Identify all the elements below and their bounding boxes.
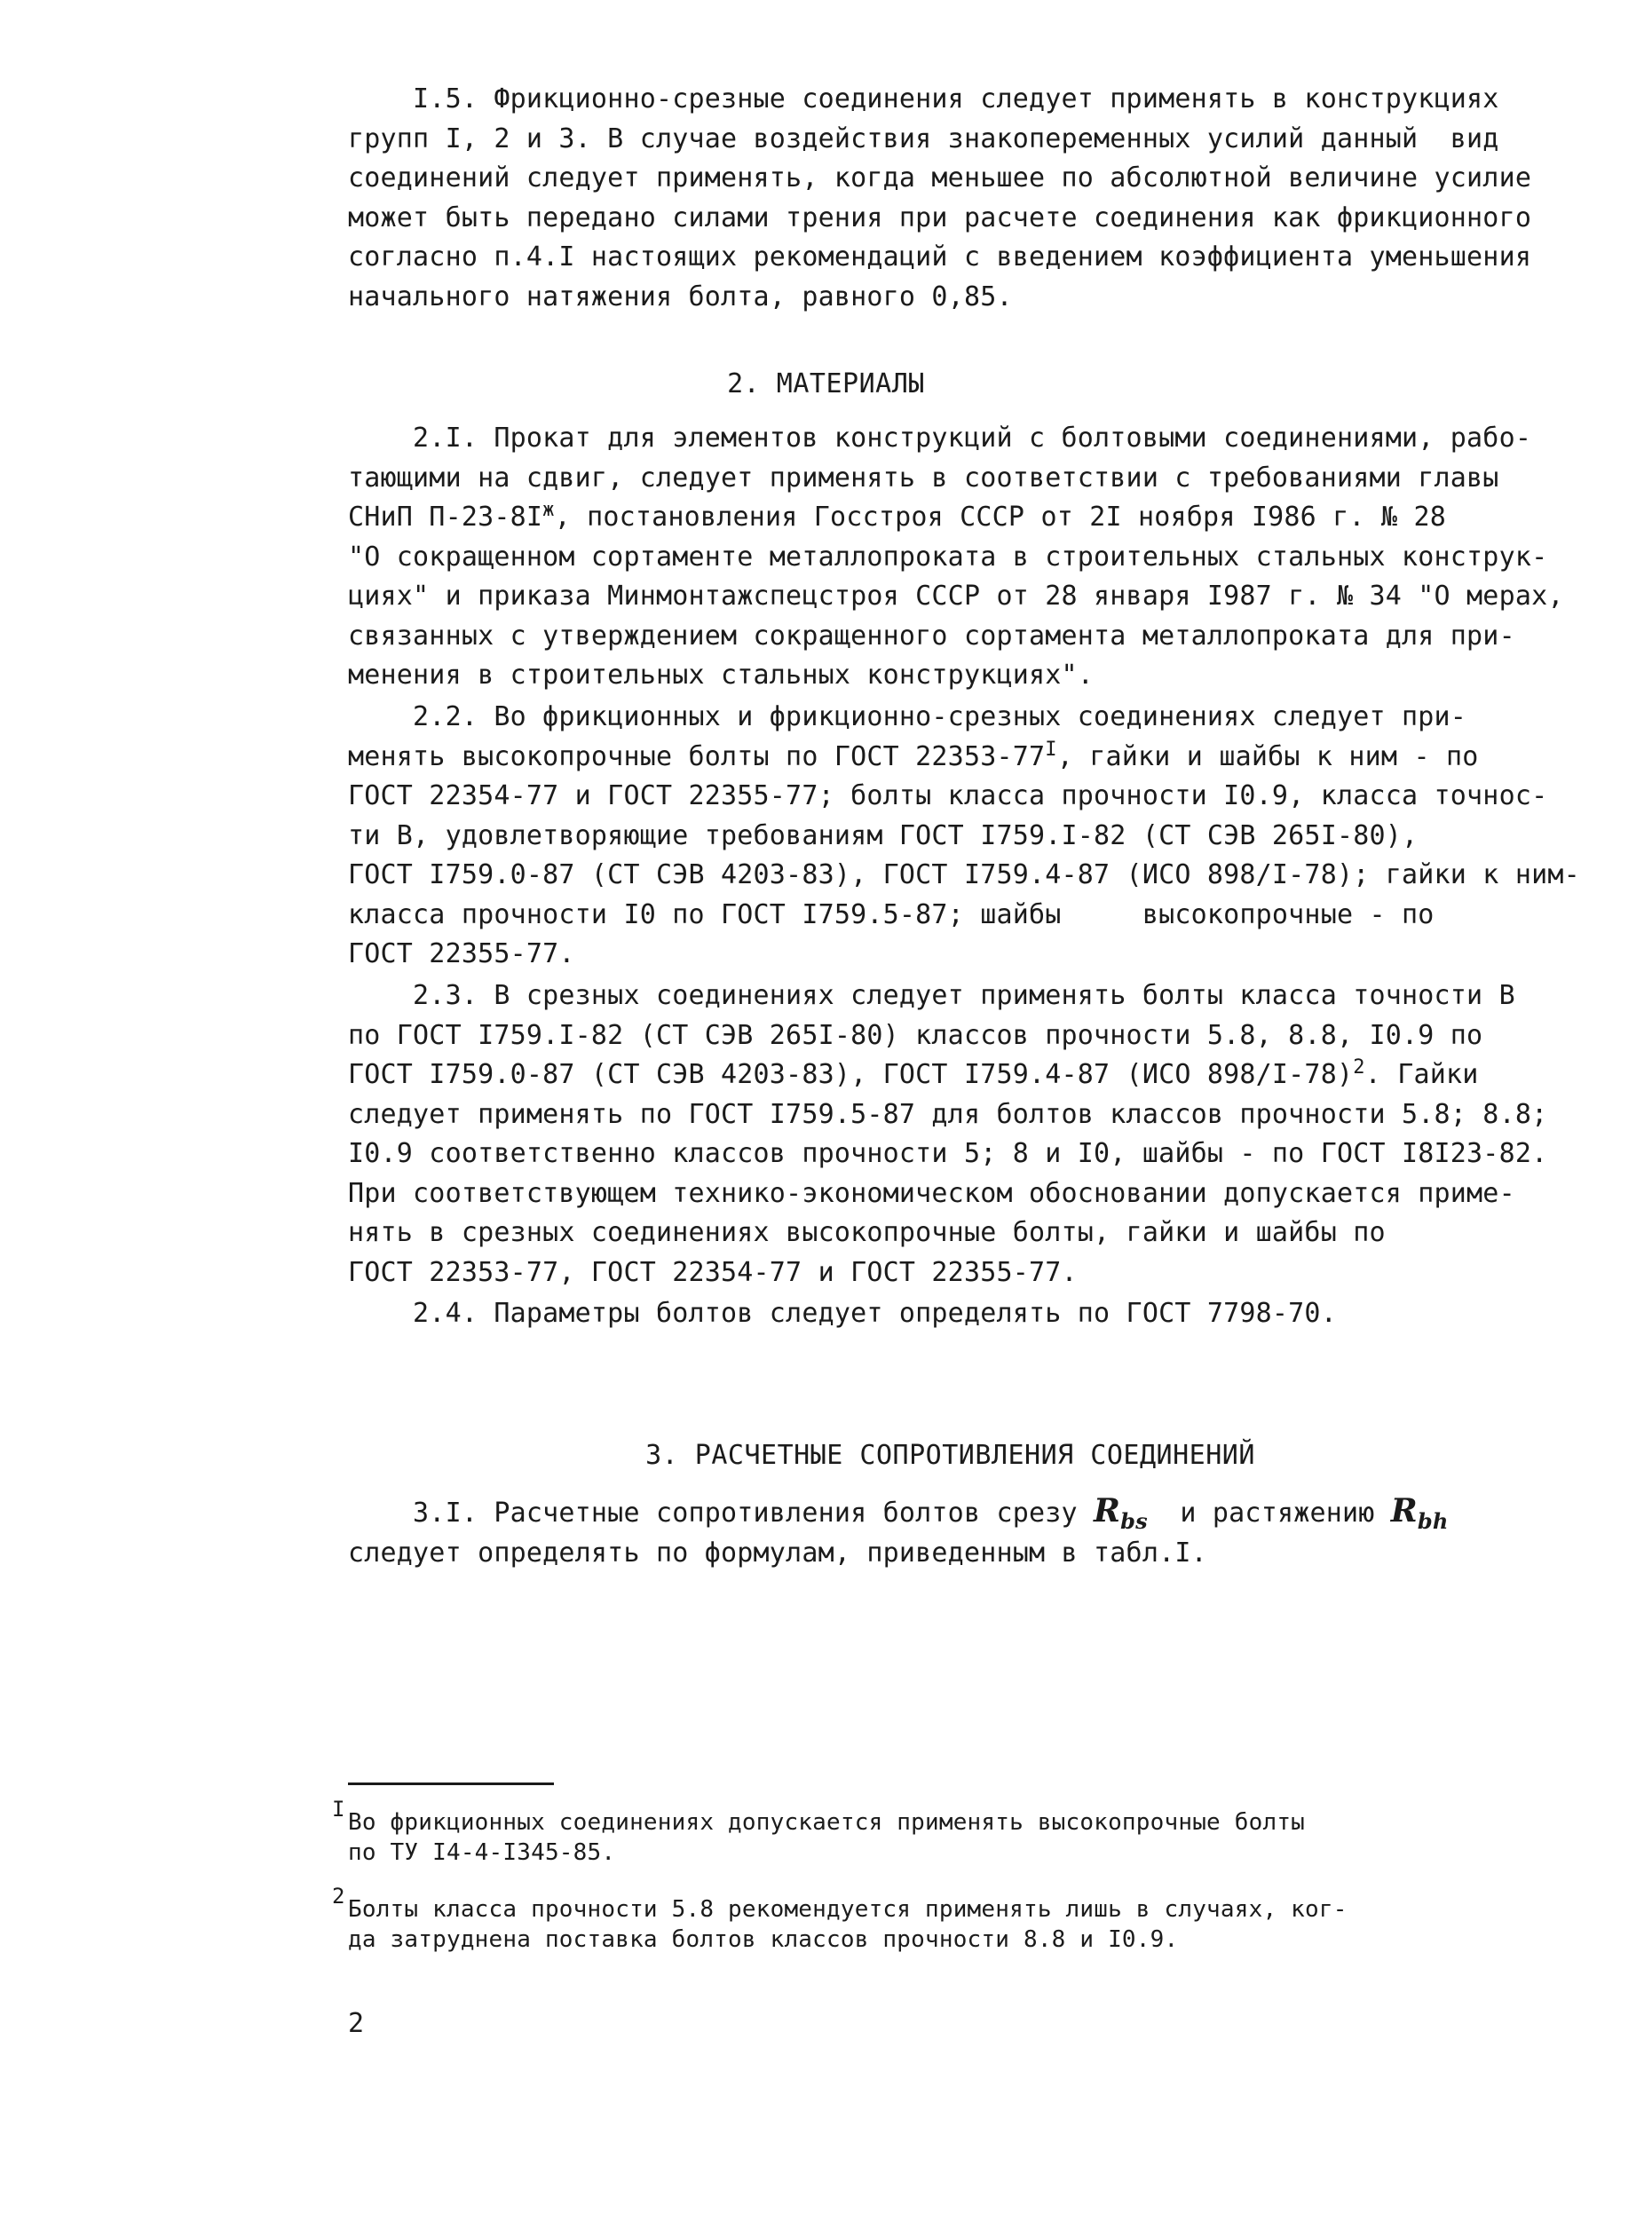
paragraph-2-2 [348,698,1580,975]
symbol-subscript: bh [1417,1508,1449,1535]
text-line: 2.3. В срезных соединениях следует применять болты класса точности В [348,980,1515,1011]
text-fragment: СНиП П-23-8I [348,502,543,533]
footnote-line: по ТУ I4-4-I345-85. [348,1839,616,1866]
formula-r-bs [1094,1492,1148,1535]
text-fragment: . Гайки [1364,1059,1479,1090]
footnote-ref-2: 2 [1353,1056,1365,1079]
text-fragment: ГОСТ I759.0-87 (СТ СЭВ 4203-83), ГОСТ I759.4-87 (ИСО 898/I-78) [348,1059,1354,1090]
text-line: согласно п.4.I настоящих рекомендаций с введением коэффициента уменьшения [348,241,1532,273]
superscript-mark: ж [542,499,555,521]
text-line: I0.9 соответственно классов прочности 5; 8 и I0, шайбы - по ГОСТ I8I23-82. [348,1138,1548,1169]
footnote-separator [348,1782,554,1785]
text-line: начального натяжения болта, равного 0,85. [348,281,1013,312]
text-line: 2.I. Прокат для элементов конструкций с болтовыми соединениями, рабо- [348,423,1532,454]
text-line: 2.4. Параметры болтов следует определять по ГОСТ 7798-70. [348,1298,1337,1329]
text-line: ГОСТ 22355-77. [348,938,575,969]
footnote-line: да затруднена поставка болтов классов прочности 8.8 и I0.9. [348,1926,1179,1953]
text-fragment: и растяжению [1147,1498,1391,1529]
text-fragment: , гайки и шайбы к ним - по [1056,740,1479,772]
footnote-1 [332,1797,1555,1868]
section-heading-design-resistance: 3. РАСЧЕТНЫЕ СОПРОТИВЛЕНИЯ СОЕДИНЕНИЙ [645,1440,1255,1471]
text-line: "О сокращенном сортаменте металлопроката в строительных стальных конструк- [348,541,1548,573]
text-line: ГОСТ 22354-77 и ГОСТ 22355-77; болты класса прочности I0.9, класса точнос- [348,780,1548,811]
paragraph-1-5 [348,80,1555,317]
text-line: При соответствующем технико-экономическом обосновании допускается приме- [348,1177,1515,1209]
text-line: менения в строительных стальных конструкциях". [348,660,1095,691]
text-line: ГОСТ I759.0-87 (СТ СЭВ 4203-83), ГОСТ I759.4-87 (ИСО 898/I-78); гайки к ним- [348,859,1580,890]
text-line: ти В, удовлетворяющие требованиям ГОСТ I759.I-82 (СТ СЭВ 265I-80), [348,819,1419,851]
paragraph-2-4 [348,1294,1555,1334]
section-heading-materials: 2. МАТЕРИАЛЫ [727,368,925,399]
symbol-r: R [1094,1492,1121,1530]
text-line: групп I, 2 и 3. В случае воздействия знакопеременных усилий данный вид [348,123,1499,154]
text-line [348,498,1555,538]
text-line: тающими на сдвиг, следует применять в соответствии с требованиями главы [348,462,1499,494]
paragraph-2-1 [348,419,1564,696]
symbol-subscript: bs [1120,1508,1148,1535]
text-fragment: менять высокопрочные болты по ГОСТ 22353-77 [348,740,1046,772]
text-line: может быть передано силами трения при расчете соединения как фрикционного [348,202,1532,233]
text-fragment: 3.I. Расчетные сопротивления болтов срезу [348,1498,1095,1529]
text-line [348,738,1555,778]
paragraph-3-1 [348,1488,1555,1574]
footnote-ref-1: I [1045,738,1057,761]
paragraph-2-3 [348,976,1555,1292]
formula-r-bh [1390,1492,1449,1535]
page-number: 2 [348,2008,365,2039]
footnote-2 [332,1884,1555,1955]
footnote-line: Болты класса прочности 5.8 рекомендуется применять лишь в случаях, ког- [348,1896,1348,1923]
text-line: соединений следует применять, когда меньшее по абсолютной величине усилие [348,162,1532,194]
text-line: связанных с утверждением сокращенного сортамента металлопроката для при- [348,620,1515,652]
text-line: циях" и приказа Минмонтажспецстроя СССР от 28 января I987 г. № 34 "О мерах, [348,581,1564,612]
text-line: I.5. Фрикционно-срезные соединения следует применять в конструкциях [348,83,1499,115]
text-fragment: , постановления Госстроя СССР от 2I ноября I986 г. № 28 [554,502,1446,533]
footnote-line: Во фрикционных соединениях допускается применять высокопрочные болты [348,1809,1306,1836]
text-line: по ГОСТ I759.I-82 (СТ СЭВ 265I-80) классов прочности 5.8, 8.8, I0.9 по [348,1019,1483,1051]
text-line: 2.2. Во фрикционных и фрикционно-срезных соединениях следует при- [348,701,1467,732]
footnote-mark: I [332,1797,345,1822]
footnote-mark: 2 [332,1884,345,1909]
text-line: класса прочности I0 по ГОСТ I759.5-87; шайбы высокопрочные - по [348,898,1435,930]
text-line: ГОСТ 22353-77, ГОСТ 22354-77 и ГОСТ 22355-77. [348,1256,1078,1288]
text-line: следует определять по формулам, приведенным в табл.I. [348,1537,1207,1569]
text-line: следует применять по ГОСТ I759.5-87 для болтов классов прочности 5.8; 8.8; [348,1098,1548,1130]
symbol-r: R [1390,1492,1418,1530]
text-line [348,1055,1555,1095]
text-line [348,1488,1555,1534]
text-line: нять в срезных соединениях высокопрочные болты, гайки и шайбы по [348,1217,1386,1248]
